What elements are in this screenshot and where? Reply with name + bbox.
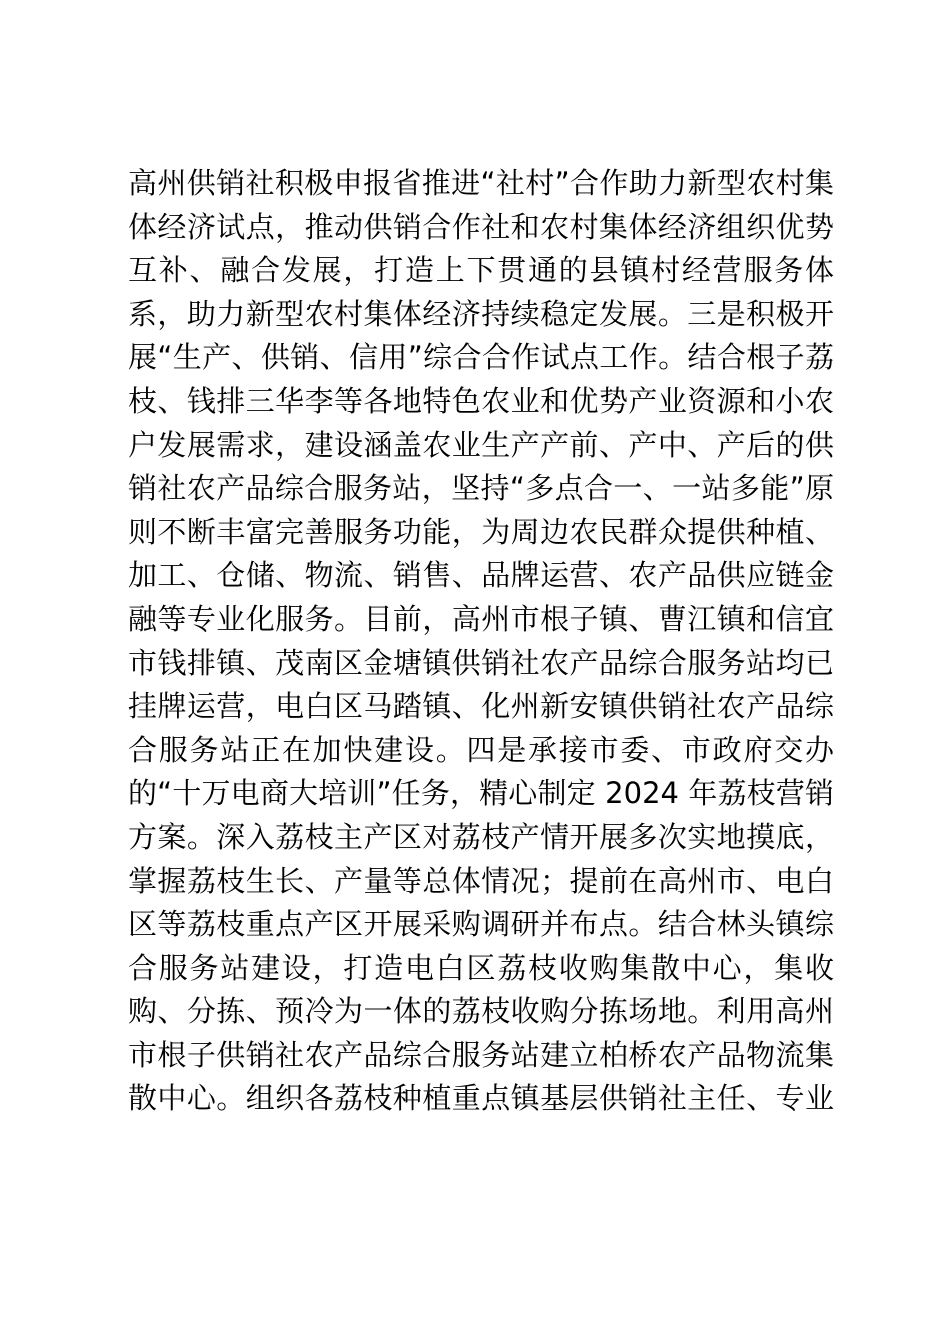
text-line: 合服务站正在加快建设。四是承接市委、市政府交办 — [128, 732, 834, 767]
text-line: 则不断丰富完善服务功能，为周边农民群众提供种植、 — [128, 514, 834, 549]
text-line: 体经济试点，推动供销合作社和农村集体经济组织优势 — [128, 209, 834, 244]
text-line: 市钱排镇、茂南区金塘镇供销社农产品综合服务站均已 — [128, 645, 834, 680]
text-line: 枝、钱排三华李等各地特色农业和优势产业资源和小农 — [128, 383, 834, 418]
text-line: 融等专业化服务。目前，高州市根子镇、曹江镇和信宜 — [128, 601, 834, 636]
body-paragraph — [128, 162, 834, 1121]
text-line: 区等荔枝重点产区开展采购调研并布点。结合林头镇综 — [128, 907, 834, 942]
text-line: 高州供销社积极申报省推进“社村”合作助力新型农村集 — [128, 166, 834, 200]
text-line: 系，助力新型农村集体经济持续稳定发展。三是积极开 — [128, 296, 834, 331]
text-line: 互补、融合发展，打造上下贯通的县镇村经营服务体 — [128, 253, 834, 288]
text-line: 加工、仓储、物流、销售、品牌运营、农产品供应链金 — [128, 558, 834, 593]
text-line: 散中心。组织各荔枝种植重点镇基层供销社主任、专业 — [128, 1081, 834, 1116]
text-line: 的“十万电商大培训”任务，精心制定 2024 年荔枝营销 — [128, 776, 834, 811]
text-line: 购、分拣、预冷为一体的荔枝收购分拣场地。利用高州 — [128, 994, 834, 1029]
text-line: 市根子供销社农产品综合服务站建立柏桥农产品物流集 — [128, 1037, 834, 1072]
text-line: 展“生产、供销、信用”综合合作试点工作。结合根子荔 — [128, 340, 834, 375]
text-line: 户发展需求，建设涵盖农业生产产前、产中、产后的供 — [128, 427, 834, 462]
text-line: 销社农产品综合服务站，坚持“多点合一、一站多能”原 — [128, 471, 834, 506]
text-line: 挂牌运营，电白区马踏镇、化州新安镇供销社农产品综 — [128, 689, 834, 724]
text-line: 掌握荔枝生长、产量等总体情况；提前在高州市、电白 — [128, 863, 834, 898]
text-line: 方案。深入荔枝主产区对荔枝产情开展多次实地摸底， — [128, 819, 834, 854]
text-line: 合服务站建设，打造电白区荔枝收购集散中心，集收 — [128, 950, 834, 985]
